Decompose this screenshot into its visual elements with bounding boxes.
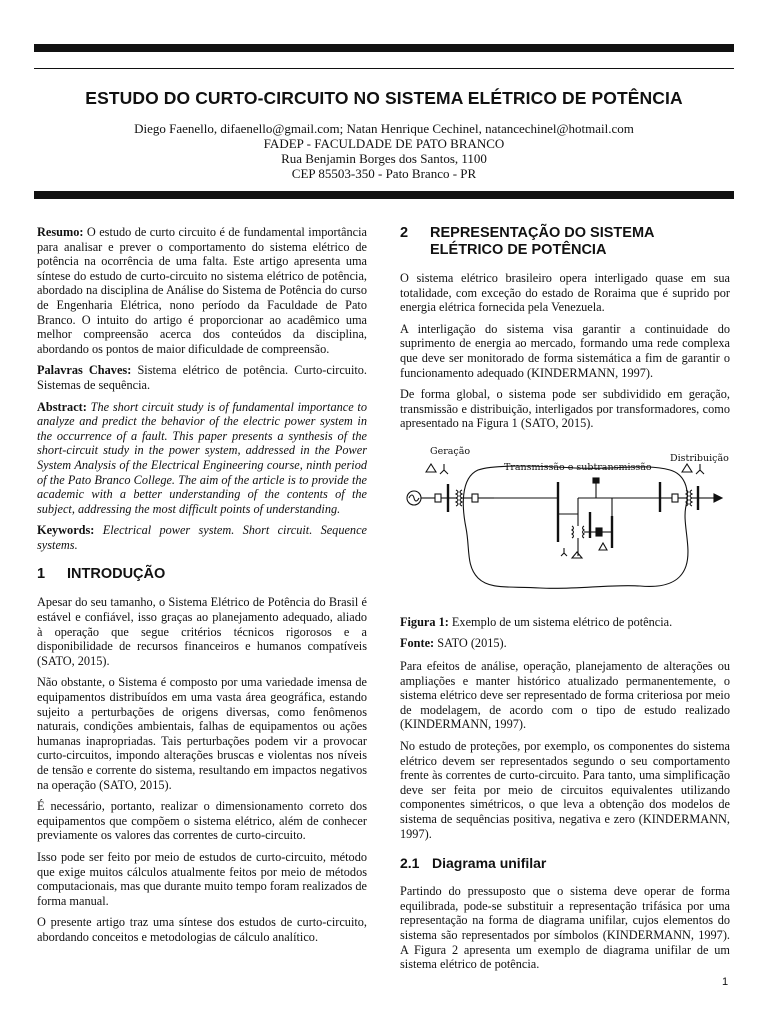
label-geracao: Geração: [430, 446, 471, 457]
section-2-number: 2: [400, 225, 409, 241]
top-thin-rule: [34, 68, 734, 69]
figure-1-source: [400, 636, 730, 650]
label-distribuicao: Distribuição: [670, 453, 729, 464]
figure-1-caption: [400, 615, 730, 629]
paragraph: É necessário, portanto, realizar o dimensionamento correto dos equipamentos que compõem o sistema elétrico, além de conhecer previamente os valores das correntes de curto-circuito.: [37, 799, 367, 843]
figure-1-diagram: [400, 438, 730, 608]
abstract-en-text: The short circuit study is of fundamental importance to analyze and predict the behavior of the electric power system in the occurrence of a fault. This paper presents a synthesis of the short-circuit study in the power system, addressed in the Power System Analysis of the Electrical Engineering course, ninth period of the Pato Branco College. The aim of the article is to provide the academic with a better understanding of the contents of the subject, addressing the most difficult points of understanding.: [37, 399, 367, 516]
header-bottom-rule: [34, 191, 734, 199]
top-rule: [34, 44, 734, 52]
page-number: 1: [722, 976, 729, 988]
breaker-icon: [435, 494, 441, 502]
keywords-pt-label: Palavras Chaves:: [37, 363, 132, 378]
abstract-pt-text: O estudo de curto circuito é de fundamental importância para analisar e prever o comportamento do sistema elétrico de potência na ocorrência de uma falta. Este artigo apresenta uma síntese do estudo de curto-circuito no sistema elétrico de potência, abordado na disciplina de Análise do Sistema de Potência do curso de Engenharia Elétrica, nono período da Faculdade de Pato Branco. O intuito do artigo é proporcionar ao acadêmico uma melhor compreensão acerca dos conteúdos da disciplina, abordando os pontos de maior dificuldade de compreensão.: [37, 225, 368, 356]
cep: CEP 85503-350 - Pato Branco - PR: [291, 166, 477, 181]
keywords-pt-text: Sistema elétrico de potência. Curto-circuito. Sistemas de sequência.: [37, 363, 368, 392]
abstract-pt: [37, 225, 367, 356]
paragraph: Apesar do seu tamanho, o Sistema Elétrico de Potência do Brasil é estável e confiável, isso graças ao planejamento adequado, aliado à operação que segue critérios técnicos rigorosos e a disponibilidade de recursos financeiros e humanos compatíveis (SATO, 2015).: [37, 595, 367, 668]
section-1-title: INTRODUÇÃO: [67, 566, 166, 583]
label-transmissao: Transmissão e subtransmissão: [504, 462, 652, 473]
paragraph: Isso pode ser feito por meio de estudos de curto-circuito, método que exige muitos cálculos atualmente feitos por meio de métodos computacionais, mas que durante muito tempo foram realizados de forma manual.: [37, 849, 367, 908]
paragraph: Partindo do pressuposto que o sistema deve operar de forma equilibrada, pode-se substituir a representação trifásica por uma representação na forma de diagrama unifilar, cujos elementos do sistema são representados por símbolos (KINDERMANN, 1997). A Figura 2 apresenta um exemplo de diagrama unifilar de um sistema elétrico de potência.: [400, 884, 730, 972]
paragraph: No estudo de proteções, por exemplo, os componentes do sistema elétrico devem ser representados segundo o seu comportamento frente às correntes de curto-circuito. Para tanto, uma simplificação deve ser feita por meio de circuitos equivalentes utilizando componentes simétricos, o que leva a obtenção dos modelos de sistema de sequências positiva, negativa e zero (KINDERMANN, 1997).: [400, 738, 730, 841]
keywords-en-label: Keywords:: [37, 523, 95, 538]
section-2-title-line1: REPRESENTAÇÃO DO SISTEMA: [430, 225, 655, 241]
section-2-1-title: Diagrama unifilar: [432, 855, 547, 872]
paragraph: Para efeitos de análise, operação, planejamento de alterações ou ampliações e manter histórico atualizado permanentemente, o sistema elétrico deve ser representado de forma criteriosa por meio de modelagem, de acordo com o tipo de estudo realizado (KINDERMANN, 1997).: [400, 659, 730, 732]
institution: FADEP - FACULDADE DE PATO BRANCO: [263, 136, 505, 151]
source-label: Fonte:: [400, 636, 435, 650]
source-text: SATO (2015).: [437, 636, 507, 650]
section-1-number: 1: [37, 566, 46, 583]
paragraph: Não obstante, o Sistema é composto por uma variedade imensa de equipamentos distribuídos em uma vasta área geográfica, estando sujeito a perturbações de origens diversas, como fenômenos naturais, condições ambientais, falhas de equipamentos ou ações humanas inapropriadas. Tais perturbações podem vir a provocar curto-circuitos, impondo alterações bruscas e violentas nos níveis de tensão e corrente do sistema, resultando em impactos negativos na operação (SATO, 2015).: [37, 675, 367, 792]
paragraph: A interligação do sistema visa garantir a continuidade do suprimento de energia ao mercado, formando uma rede complexa que deve ser monitorado de forma sistemática a fim de garantir o funcionamento adequado (KINDERMANN, 1997).: [400, 321, 730, 380]
left-column: [37, 225, 367, 952]
abstract-pt-label: Resumo:: [37, 225, 84, 239]
abstract-en-label: Abstract:: [37, 399, 87, 414]
right-column: [400, 225, 730, 438]
section-2-heading: [400, 225, 730, 259]
caption-label: Figura 1:: [400, 615, 449, 629]
paragraph: O presente artigo traz uma síntese dos estudos de curto-circuito, abordando conceitos e metodologias de cálculo analítico.: [37, 915, 367, 944]
keywords-en: [37, 523, 367, 552]
section-2-1-heading: [400, 855, 730, 872]
author-block: [34, 121, 734, 181]
address: Rua Benjamin Borges dos Santos, 1100: [281, 151, 487, 166]
transmission-region: [463, 466, 688, 588]
authors: Diego Faenello, difaenello@gmail.com; Natan Henrique Cechinel, natancechinel@hotmail.com: [134, 121, 634, 136]
section-2-title-line2: ELÉTRICO DE POTÊNCIA: [430, 242, 607, 258]
paper-title: ESTUDO DO CURTO-CIRCUITO NO SISTEMA ELÉTRICO DE POTÊNCIA: [85, 88, 683, 108]
abstract-en: [37, 400, 367, 517]
section-2-title: [430, 225, 655, 259]
keywords-pt: [37, 363, 367, 392]
right-column-lower: [400, 615, 730, 979]
transformer-icon: [456, 490, 458, 506]
caption-text: Exemplo de um sistema elétrico de potência.: [451, 615, 673, 629]
section-2-1-number: 2.1: [400, 855, 420, 872]
paragraph: O sistema elétrico brasileiro opera interligado quase em sua totalidade, com exceção do estado de Roraima que é suprido por energia elétrica fornecida pela Venezuela.: [400, 271, 730, 315]
paragraph: De forma global, o sistema pode ser subdividido em geração, transmissão e distribuição, interligados por transformadores, como apresentado na Figura 1 (SATO, 2015).: [400, 387, 730, 431]
section-1-heading: [37, 566, 367, 583]
keywords-en-text: Electrical power system. Short circuit. Sequence systems.: [37, 523, 368, 552]
